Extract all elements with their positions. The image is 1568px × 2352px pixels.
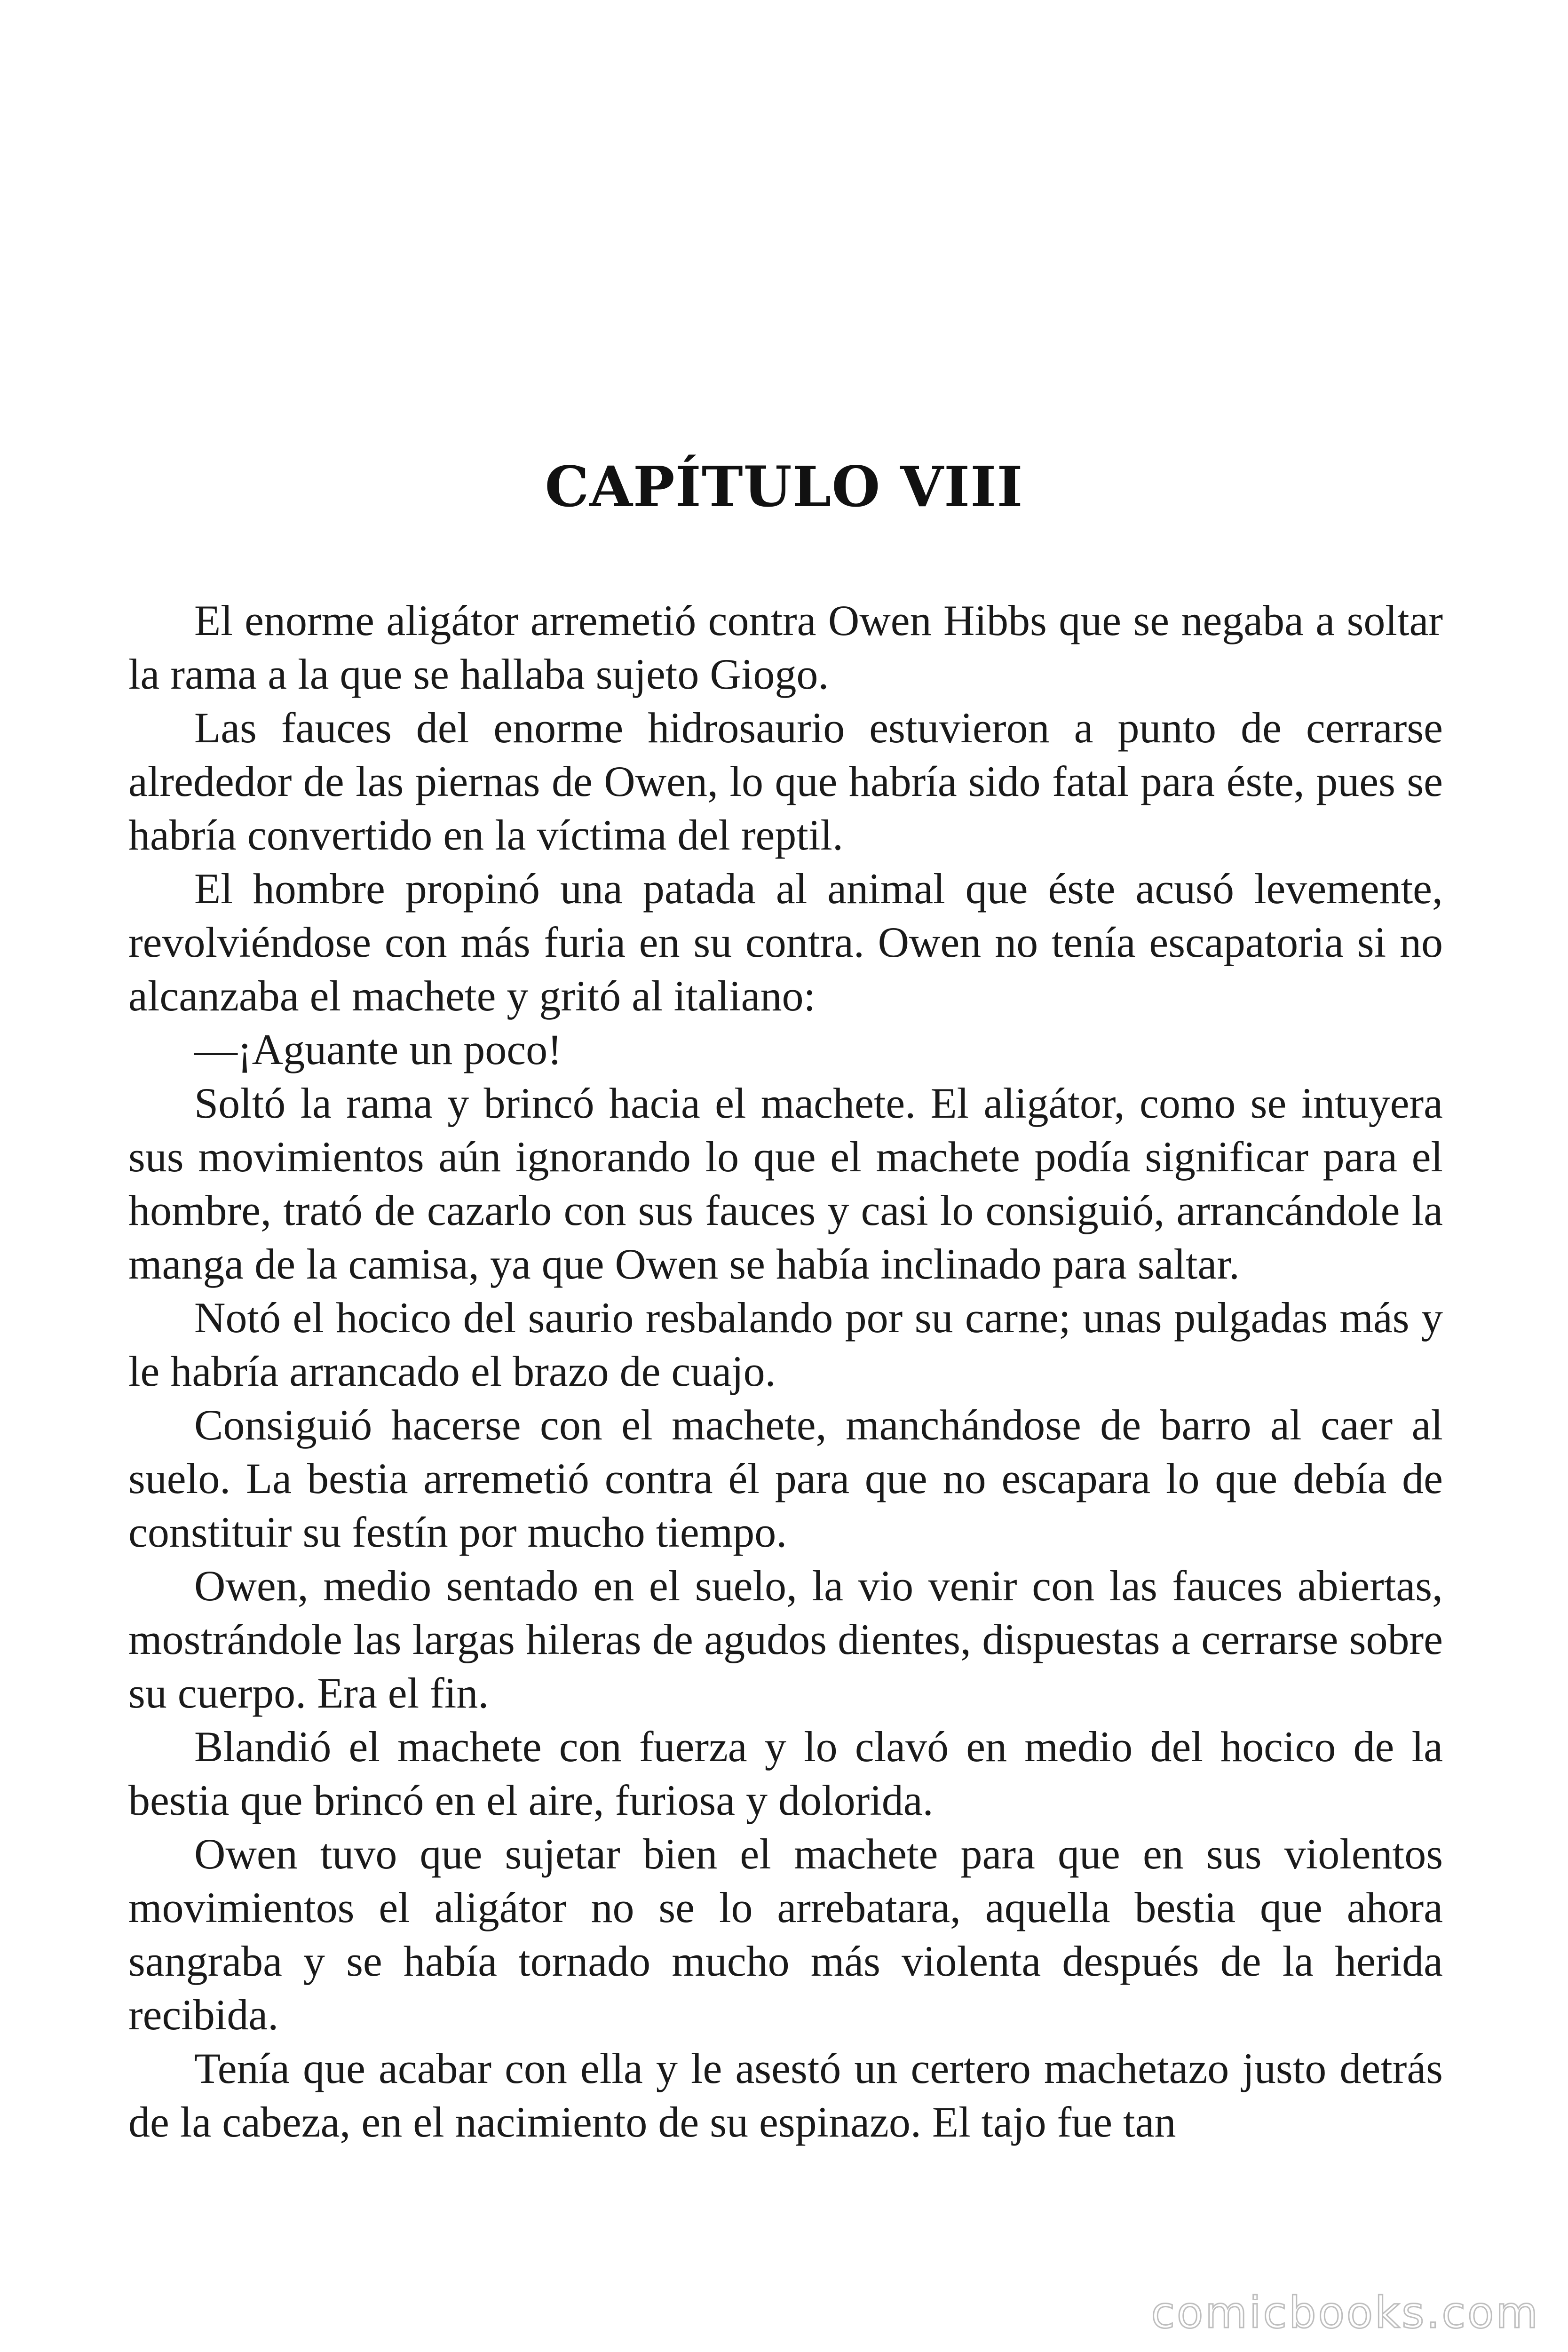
chapter-body — [128, 594, 1443, 2149]
watermark: comicbooks.com — [1151, 2288, 1540, 2338]
paragraph-last: Tenía que acabar con ella y le asestó un certero machetazo justo detrás de la cabeza, en el nacimiento de su espinazo. El tajo fue tan — [128, 2044, 1443, 2146]
paragraph: El enorme aligátor arremetió contra Owen Hibbs que se negaba a soltar la rama a la que se hallaba sujeto Giogo. — [128, 596, 1443, 698]
paragraph: El hombre propinó una patada al animal que éste acusó levemente, revolviéndose con más furia en su contra. Owen no tenía escapatoria si no alcanzaba el machete y gritó al italiano: — [128, 865, 1443, 1020]
chapter-title: CAPÍTULO VIII — [545, 454, 1023, 519]
paragraph: Owen, medio sentado en el suelo, la vio venir con las fauces abiertas, mostrándole las largas hileras de agudos dientes, dispuestas a cerrarse sobre su cuerpo. Era el fin. — [128, 1562, 1443, 1717]
paragraph: Owen tuvo que sujetar bien el machete para que en sus violentos movimientos el aligátor no se lo arrebatara, aquella bestia que ahora sangraba y se había tornado mucho más violenta después de la herida recibida. — [128, 1830, 1443, 2039]
paragraph: Notó el hocico del saurio resbalando por su carne; unas pulgadas más y le habría arrancado el brazo de cuajo. — [128, 1294, 1443, 1395]
paragraph: Consiguió hacerse con el machete, manchándose de barro al caer al suelo. La bestia arremetió contra él para que no escapara lo que debía de constituir su festín por mucho tiempo. — [128, 1401, 1443, 1556]
paragraph: Soltó la rama y brincó hacia el machete. El aligátor, como se intuyera sus movimientos aún ignorando lo que el machete podía significar para el hombre, trató de cazarlo con sus fauces y casi lo consiguió, arrancándole la manga de la camisa, ya que Owen se había inclinado para saltar. — [128, 1079, 1443, 1288]
paragraph: Blandió el machete con fuerza y lo clavó en medio del hocico de la bestia que brincó en el aire, furiosa y dolorida. — [128, 1723, 1443, 1824]
paragraph: —¡Aguante un poco! — [194, 1025, 562, 1073]
paragraph: Las fauces del enorme hidrosaurio estuvieron a punto de cerrarse alrededor de las piernas de Owen, lo que habría sido fatal para éste, pues se habría convertido en la víctima del reptil. — [128, 704, 1443, 859]
